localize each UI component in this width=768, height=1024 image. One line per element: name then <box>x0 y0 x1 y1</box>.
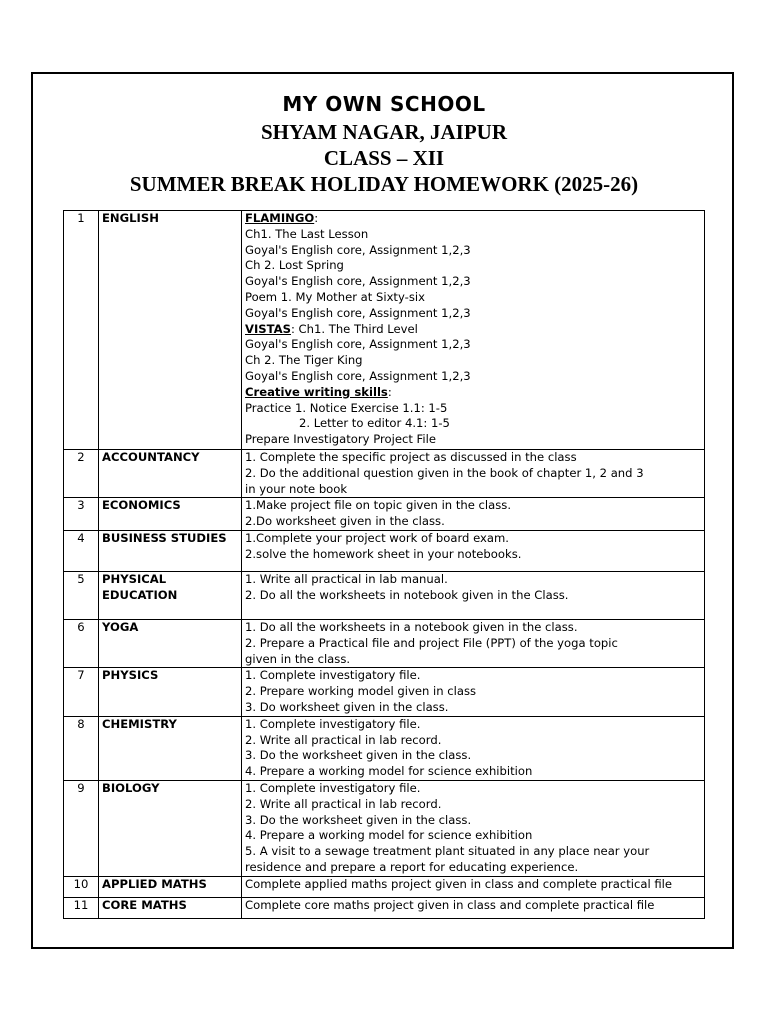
row-number: 5 <box>64 571 99 619</box>
row-number: 3 <box>64 498 99 531</box>
subject-name: APPLIED MATHS <box>99 876 242 897</box>
table-row <box>64 211 705 450</box>
homework-line: Goyal's English core, Assignment 1,2,3 <box>245 305 471 320</box>
homework-line: Ch 2. The Tiger King <box>245 353 363 368</box>
homework-details <box>242 450 705 498</box>
row-number: 8 <box>64 716 99 780</box>
homework-line: Practice 1. Notice Exercise 1.1: 1-5 <box>245 400 448 415</box>
homework-line: Goyal's English core, Assignment 1,2,3 <box>245 274 471 289</box>
table-row <box>64 780 705 876</box>
school-location: SHYAM NAGAR, JAIPUR <box>261 120 507 144</box>
subject-name: CORE MATHS <box>99 897 242 918</box>
class-title: CLASS – XII <box>323 146 445 170</box>
homework-line: 1. Complete the specific project as discussed in the class <box>245 450 577 464</box>
homework-line: 2. Do the additional question given in the book of chapter 1, 2 and 3 <box>245 465 644 480</box>
homework-title: SUMMER BREAK HOLIDAY HOMEWORK (2025-26) <box>129 172 639 196</box>
row-number: 4 <box>64 530 99 571</box>
homework-details <box>242 498 705 531</box>
section-heading: VISTAS <box>245 321 291 336</box>
homework-details <box>242 619 705 667</box>
row-number: 6 <box>64 619 99 667</box>
homework-line: 2. Letter to editor 4.1: 1-5 <box>299 416 450 431</box>
homework-table <box>63 210 705 919</box>
section-heading-rest: : <box>314 211 319 225</box>
homework-line: 3. Do the worksheet given in the class. <box>245 748 472 763</box>
table-row <box>64 450 705 498</box>
homework-line: 2.solve the homework sheet in your notebooks. <box>245 546 522 561</box>
row-number: 9 <box>64 780 99 876</box>
homework-line: 2. Do all the worksheets in notebook given in the Class. <box>245 587 569 602</box>
homework-line: 4. Prepare a working model for science exhibition <box>245 828 533 843</box>
homework-line <box>245 385 701 401</box>
homework-details <box>242 571 705 619</box>
subject-name: BUSINESS STUDIES <box>99 530 242 571</box>
homework-line: 3. Do the worksheet given in the class. <box>245 812 472 827</box>
homework-line <box>245 322 701 338</box>
table-row <box>64 897 705 918</box>
homework-line: Complete core maths project given in class and complete practical file <box>245 897 655 912</box>
homework-line: residence and prepare a report for educating experience. <box>245 859 579 874</box>
table-row <box>64 668 705 716</box>
homework-line: 2. Write all practical in lab record. <box>245 732 442 747</box>
homework-details <box>242 211 705 450</box>
homework-line: Goyal's English core, Assignment 1,2,3 <box>245 242 471 257</box>
homework-line: Ch1. The Last Lesson <box>245 226 369 241</box>
homework-line: 1. Do all the worksheets in a notebook given in the class. <box>245 619 578 634</box>
subject-name: BIOLOGY <box>99 780 242 876</box>
subject-name: ENGLISH <box>99 211 242 450</box>
homework-details <box>242 876 705 897</box>
homework-line: 2.Do worksheet given in the class. <box>245 514 445 529</box>
homework-line: 5. A visit to a sewage treatment plant situated in any place near your <box>245 844 650 859</box>
homework-line: Goyal's English core, Assignment 1,2,3 <box>245 337 471 352</box>
homework-line: 1. Complete investigatory file. <box>245 716 421 731</box>
homework-line: Complete applied maths project given in class and complete practical file <box>245 876 673 891</box>
subject-name: PHYSICAL EDUCATION <box>99 571 242 619</box>
homework-line: 1. Complete investigatory file. <box>245 780 421 795</box>
row-number: 1 <box>64 211 99 450</box>
subject-name: YOGA <box>99 619 242 667</box>
homework-line: 4. Prepare a working model for science exhibition <box>245 764 533 779</box>
subject-name: PHYSICS <box>99 668 242 716</box>
homework-line: 1. Complete investigatory file. <box>245 668 421 683</box>
homework-details <box>242 668 705 716</box>
subject-name: CHEMISTRY <box>99 716 242 780</box>
homework-line: 1. Write all practical in lab manual. <box>245 571 448 586</box>
homework-line: 2. Prepare a Practical file and project File (PPT) of the yoga topic <box>245 635 618 650</box>
row-number: 10 <box>64 876 99 897</box>
section-heading-rest: : <box>387 384 392 399</box>
homework-line: Ch 2. Lost Spring <box>245 258 344 273</box>
table-row <box>64 530 705 571</box>
table-row <box>64 498 705 531</box>
homework-line: in your note book <box>245 481 348 496</box>
homework-line: 1.Complete your project work of board exam. <box>245 530 509 545</box>
homework-line <box>245 211 701 227</box>
row-number: 7 <box>64 668 99 716</box>
section-heading-rest: : Ch1. The Third Level <box>290 321 418 336</box>
homework-line: 1.Make project file on topic given in the class. <box>245 498 511 513</box>
homework-line: given in the class. <box>245 651 351 666</box>
row-number: 11 <box>64 897 99 918</box>
homework-line: Poem 1. My Mother at Sixty-six <box>245 289 425 304</box>
homework-line: Goyal's English core, Assignment 1,2,3 <box>245 368 471 383</box>
homework-line: Prepare Investigatory Project File <box>245 432 436 447</box>
homework-details <box>242 716 705 780</box>
homework-details <box>242 780 705 876</box>
subject-name: ACCOUNTANCY <box>99 450 242 498</box>
homework-line: 2. Prepare working model given in class <box>245 684 477 699</box>
homework-line: 3. Do worksheet given in the class. <box>245 699 449 714</box>
table-row <box>64 619 705 667</box>
table-row <box>64 571 705 619</box>
table-row <box>64 716 705 780</box>
section-heading: Creative writing skills <box>245 384 388 399</box>
homework-details <box>242 530 705 571</box>
school-name: MY OWN SCHOOL <box>282 92 486 116</box>
section-heading: FLAMINGO <box>245 211 315 225</box>
homework-line: 2. Write all practical in lab record. <box>245 796 442 811</box>
homework-details <box>242 897 705 918</box>
table-row <box>64 876 705 897</box>
subject-name: ECONOMICS <box>99 498 242 531</box>
row-number: 2 <box>64 450 99 498</box>
